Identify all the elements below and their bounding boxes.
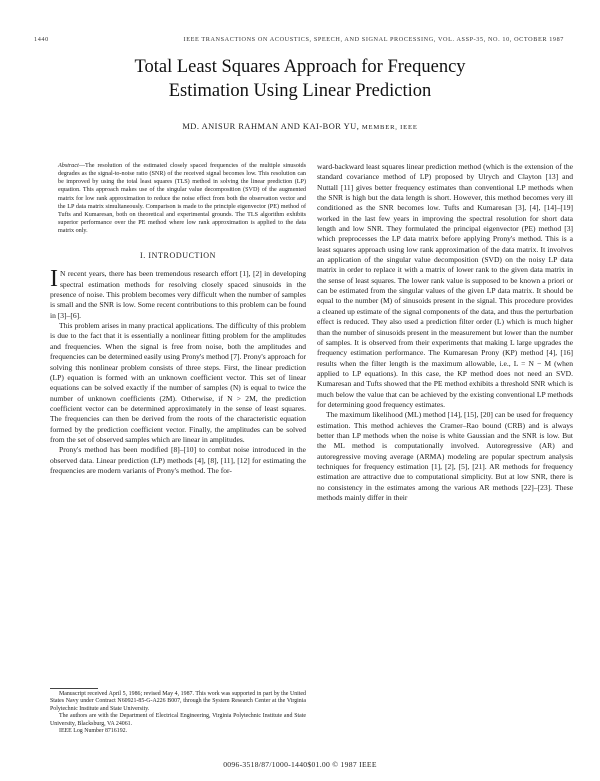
drop-cap: I [50, 266, 58, 293]
right-column [317, 162, 573, 503]
intro-paragraph-1 [50, 266, 306, 321]
left-column [50, 162, 306, 476]
copyright-line: 0096-3518/87/1000-1440$01.00 © 1987 IEEE [223, 760, 377, 769]
author-line [0, 122, 600, 131]
abstract-lead: Abstract [58, 163, 79, 169]
abstract [58, 162, 306, 235]
footnote-log-number: IEEE Log Number 8716192. [59, 728, 128, 735]
right-paragraph-1: ward-backward least squares linear prediction method (which is the extension of the standard covariance method of LP) proposed by Ulrych and Clayton [13] and Nuttall [11] gives better frequency estimates than conventional LP methods when the SNR is high but the data length is short. However, this method becomes very ill conditioned as the SNR becomes low. Tufts and Kumaresan [3], [4], [14]–[19] worked in the last few years in improving the spectral resolution for short data length and low SNR. They formulated the principal eigenvector (PE) method [3] which preprocesses the LP data matrix before applying Prony's method. This is a least squares approach using low rank approximation of the data matrix. It involves an application of the singular value decomposition (SVD) on the noisy LP data matrix in order to replace it with a matrix of lower rank to the given data matrix in the sense of least squares. The lower rank value is supposed to be known a priori or can be estimated from the singular values of the given LP data matrix. It should be equal to the number (M) of sinusoids present in the signal. This procedure provides a cleaned up estimate of the signal components of the data, and thus the perturbation effect is reduced. They also used a prediction filter order (L) which is much higher than the number of sinusoids present in the measurement but lower than the number of samples. It is observed from their experiments that making L large upgrades the frequency estimation performance. The Kumaresan Prony (KP) method [4], [16] results when the filter length is the maximum allowable, i.e., L = N − M (when applied to LP equations). In this case, the KP method does not need an SVD. Kumaresan and Tufts showed that the PE method exhibits a threshold SNR which is much below the value that can be achieved by the existing conventional LP methods for determining good frequency estimates. [317, 162, 573, 409]
author-membership: MEMBER, IEEE [361, 124, 418, 131]
intro-paragraph-1-text: N recent years, there has been tremendous research effort [1], [2] in developing spectral estimation methods for resolving closely spaced sinusoids in the presence of noise. This problem becomes very difficult when the number of samples is small and the SNR is low. Some recent contributions to this problem can be found in [3]–[6]. [50, 269, 306, 320]
section-heading: I. INTRODUCTION [139, 251, 217, 261]
footnote-divider [50, 688, 98, 689]
running-header [34, 36, 564, 43]
paper-title [0, 55, 600, 103]
author-names: MD. ANISUR RAHMAN AND KAI-BOR YU, [182, 122, 360, 131]
intro-paragraph-2: This problem arises in many practical applications. The difficulty of this problem is due to the fact that it is essentially a nonlinear fitting problem for the amplitudes and frequencies. When the signal is free from noise, both the amplitudes and frequencies can be determined easily using Prony's method [7]. Prony's approach for solving this nonlinear problem consists of three steps. First, the linear prediction (LP) equation is formed with an unknown coefficient vector. This set of linear equations can be solved exactly if the number of samples (N) is equal to twice the number of unknown coefficients (2M). Otherwise, if N > 2M, the prediction coefficient vector can be determined approximately in the sense of least squares. The frequencies can then be derived from the roots of the characteristic equation formed by the prediction coefficient vector. Finally, the amplitudes can be solved from the set of observed samples which are linear in amplitudes. [50, 321, 306, 444]
footnote-affiliation: The authors are with the Department of Electrical Engineering, Virginia Polytechnic Institute and State University, Blacksburg, VA 24061. [50, 713, 306, 727]
journal-header: IEEE TRANSACTIONS ON ACOUSTICS, SPEECH, AND SIGNAL PROCESSING, VOL. ASSP-35, NO. 10, OCTOBER 1987 [183, 36, 564, 43]
title-line-2: Estimation Using Linear Prediction [168, 81, 432, 101]
page-number: 1440 [34, 36, 49, 43]
abstract-text: —The resolution of the estimated closely spaced frequencies of the multiple sinusoids degrades as the signal-to-noise ratio (SNR) of the received signal becomes low. This resolution can be improved by using the total least squares (TLS) method in solving the linear prediction (LP) equation. This approach makes use of the singular value decomposition (SVD) of the augmented matrix for low rank approximation to reduce the noise effect from both the observation vector and the LP data matrix simultaneously. Comparison is made to the principle eigenvector (PE) method of Tufts and Kumaresan, both on theoretical and experimental grounds. The TLS algorithm exhibits superior performance over the PE method where low rank approximation is applied to the data matrix only. [58, 163, 306, 235]
right-paragraph-2: The maximum likelihood (ML) method [14], [15], [20] can be used for frequency estimation. This method achieves the Cramer–Rao bound (CRB) and is always better than LP methods when the noise is white Gaussian and the SNR is low. But the ML method is computationally involved. Autoregressive (AR) and autoregressive moving average (ARMA) modeling are popular spectrum analysis techniques for frequency estimation [1], [2], [5], [21]. AR methods for frequency estimation are attractive due to computational simplicity. But at low SNR, there is no consistency in the estimates among the various AR methods [22]–[23]. These methods mainly differ in their [317, 410, 573, 502]
footnote-manuscript: Manuscript received April 5, 1986; revised May 4, 1987. This work was supported in part by the United States Navy under Contract N60921-85-G-A226 B007, through the System Research Center at the Virginia Polytechnic Institute and State University. [50, 691, 306, 712]
title-line-1: Total Least Squares Approach for Frequency [134, 57, 466, 77]
intro-paragraph-3: Prony's method has been modified [8]–[10] to combat noise introduced in the observed data. Linear prediction (LP) methods [4], [8], [11], [12] for estimating the frequencies are modern variants of Prony's method. The for- [50, 445, 306, 475]
footnotes [50, 691, 306, 735]
